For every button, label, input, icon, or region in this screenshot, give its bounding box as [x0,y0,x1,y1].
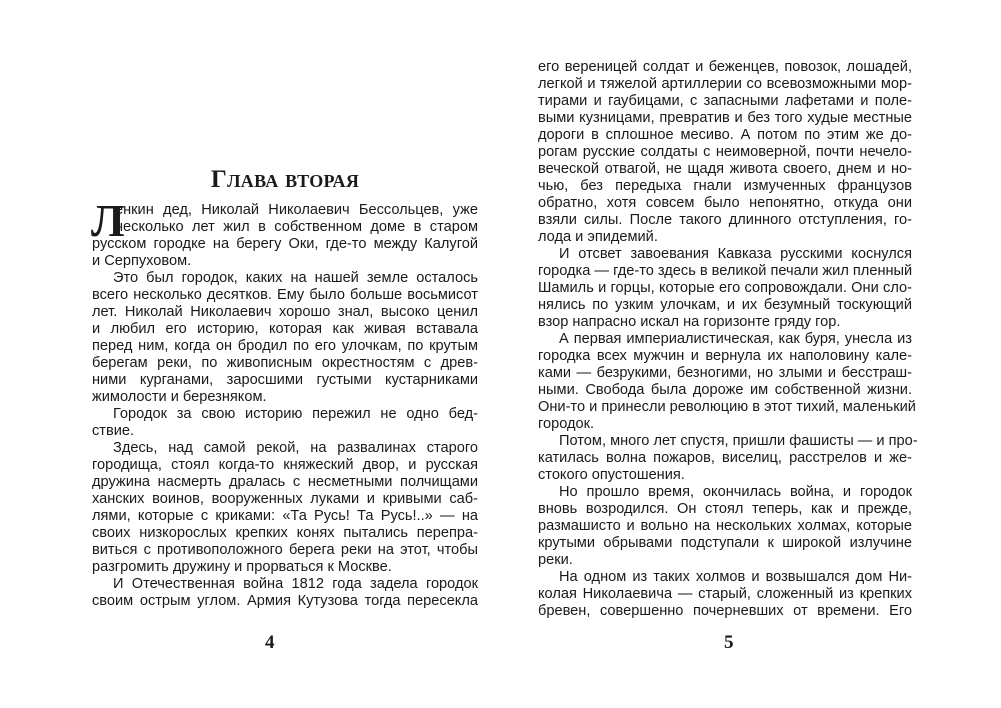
text-line: городища, стоял когда-то княжеский двор, и русская [92,457,478,473]
text-line: выми кузницами, превратив и без того худые местные [538,110,912,126]
text-line: лями, которые с криками: «Та Русь! Та Русь!..» — на [92,508,478,524]
text-line: нялись по узким улочкам, и их безумный тоскующий [538,297,912,313]
text-line: берегам реки, по живописным окрестностям с древ- [92,355,478,371]
text-line: ками — безрукими, безногими, но злыми и бесстраш- [538,365,912,381]
text-line: всего несколько десятков. Ему было больше восьмисот [92,287,478,303]
paragraph [92,440,478,576]
text-line: и любил его историю, которая как живая вставала [92,321,478,337]
text-line: своим острым углом. Армия Кутузова тогда пересекла [92,593,478,609]
drop-cap: Л [91,196,125,246]
text-line: жимолости и березняком. [92,389,267,405]
text-line: Здесь, над самой рекой, на развалинах старого [113,440,478,456]
text-line: енкин дед, Николай Николаевич Бессольцев, уже [115,202,478,218]
left-page-text [92,202,478,610]
text-line: взяли силы. После такого длинного отступления, го- [538,212,912,228]
text-line: Они-то и принесли революцию в этот тихий, маленький [538,399,916,415]
text-line: ханских воинов, вооруженных луками и кривыми саб- [92,491,478,507]
text-line: рогам русские солдаты с неимоверной, почти нечело- [538,144,912,160]
paragraph [538,246,912,331]
chapter-heading: Глава вторая [210,166,360,193]
paragraph [538,331,916,433]
text-line: перед ним, когда он бродил по его улочкам, по крутым [92,338,478,354]
text-line: несколько лет жил в собственном доме в старом [115,219,478,235]
paragraph [92,270,478,406]
text-line: его вереницей солдат и беженцев, повозок, лошадей, [538,59,912,75]
text-line: И отсвет завоевания Кавказа русскими коснулся [559,246,912,262]
text-line: ствие. [92,423,135,439]
text-line: Потом, много лет спустя, пришли фашисты — и про- [559,433,918,449]
text-line: виться с противоположного берега реки на этот, чтобы [92,542,478,558]
paragraph [538,569,912,620]
text-line: веческой отвагой, не щадя живота своего, днем и но- [538,161,912,177]
text-line: реки. [538,552,573,568]
text-line: лода и эпидемий. [538,229,658,245]
text-line: русском городке на берегу Оки, где-то между Калугой [92,236,478,252]
text-line: взор напрасно искал на горизонте гряду гор. [538,314,841,330]
text-line: размашисто и вольно на нескольких холмах, которые [538,518,912,534]
text-line: тирами и гаубицами, с запасными лафетами и поле- [538,93,912,109]
text-line: На одном из таких холмов и возвышался дом Ни- [559,569,912,585]
paragraph [538,59,912,246]
text-line: разгромить дружину и прорваться к Москве. [92,559,392,575]
text-line: крутыми обрывами подступали к широкой излучине [538,535,912,551]
text-line: Но прошло время, окончилась война, и городок [559,484,912,500]
text-line: ными. Свобода была дороже им собственной жизни. [538,382,912,398]
text-line: А первая империалистическая, как буря, унесла из [559,331,912,347]
text-line: катилась волна пожаров, виселиц, расстрелов и же- [538,450,912,466]
text-line: своих низкорослых крепких конях пытались перепра- [92,525,478,541]
page-number-left: 4 [265,632,275,653]
page-number-right: 5 [724,632,734,653]
right-page-text [538,59,918,620]
paragraph [538,484,912,569]
paragraph [92,576,478,610]
text-line: ними курганами, заросшими густыми кустарниками [92,372,478,388]
text-line: стокого опустошения. [538,467,685,483]
paragraph [92,406,478,440]
text-line: вновь возродился. Он стоял теперь, как и прежде, [538,501,912,517]
paragraph [538,433,918,484]
text-line: легкой и тяжелой артиллерии со всевозможными мор- [538,76,912,92]
paragraph [92,202,478,270]
text-line: Городок за свою историю пережил не одно бед- [113,406,478,422]
text-line: Это был городок, каких на нашей земле осталось [113,270,478,286]
text-line: чью, без передыха гнали измученных французов [538,178,912,194]
text-line: Шамиль и горцы, которые его сопровождали. Они сло- [538,280,912,296]
text-line: и Серпуховом. [92,253,192,269]
text-line: бревен, совершенно почерневших от времени. Его [538,603,912,619]
text-line: дружина насмерть дралась с несметными полчищами [92,474,478,490]
text-line: дороги в сплошное месиво. А потом по этим же до- [538,127,912,143]
text-line: И Отечественная война 1812 года задела городок [113,576,478,592]
text-line: городка — где-то здесь в великой печали жил пленный [538,263,913,279]
text-line: обратно, хотя совсем было непонятно, откуда они [538,195,912,211]
text-line: городок. [538,416,595,432]
text-line: городка всех мужчин и вернула их наполовину кале- [538,348,912,364]
text-line: лет. Николай Николаевич хорошо знал, высоко ценил [92,304,478,320]
text-line: колая Николаевича — старый, сложенный из крепких [538,586,912,602]
